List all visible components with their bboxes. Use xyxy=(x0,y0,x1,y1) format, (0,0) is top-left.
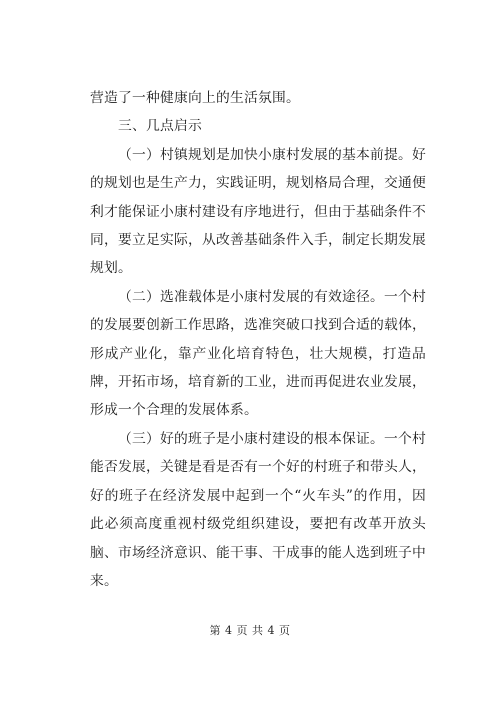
paragraph-intro-tail: 营造了一种健康向上的生活氛围。 xyxy=(90,90,300,106)
page-number-footer: 第 4 页 共 4 页 xyxy=(209,624,291,637)
section-heading: 三、几点启示 xyxy=(118,118,202,135)
paragraph-planning: （一）村镇规划是加快小康村发展的基本前提。好的规划也是生产力，实践证明，规划格局合理，交通便利才能保证小康村建设有序地进行，但由于基础条件不同，要立足实际，从改善基础条件入手，制定长期发展规划。 xyxy=(90,146,426,277)
document-body xyxy=(90,84,426,595)
paragraph-carrier: （二）选准载体是小康村发展的有效途径。一个村的发展要创新工作思路，选准突破口找到合适的载体，形成产业化，靠产业化培育特色，壮大规模，打造品牌，开拓市场，培育新的工业，进而再促进农业发展，形成一个合理的发展体系。 xyxy=(90,288,426,419)
paragraph-leadership: （三）好的班子是小康村建设的根本保证。一个村能否发展，关键是看是否有一个好的村班子和带头人，好的班子在经济发展中起到一个“火车头”的作用，因此必须高度重视村级党组织建设，要把有改革开放头脑、市场经济意识、能干事、干成事的能人选到班子中来。 xyxy=(90,430,426,589)
